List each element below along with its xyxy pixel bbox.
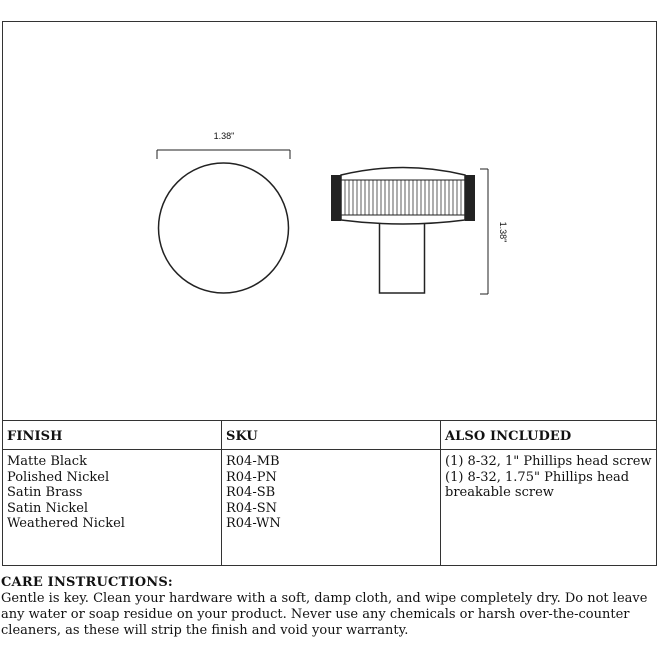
finish-item: Satin Brass [7,485,83,500]
front-width-label: 1.38" [213,131,235,141]
spec-table [3,420,656,566]
technical-drawing [3,22,658,422]
front-width-dimension [157,150,290,159]
included-item: (1) 8-32, 1.75" Phillips head [445,469,630,485]
included-item: (1) 8-32, 1" Phillips head screw [445,454,652,469]
knob-side-view [331,168,475,294]
finish-item: Satin Nickel [7,500,89,516]
finish-header: FINISH [3,421,221,450]
sku-item: R04-SB [226,485,276,500]
finish-item: Polished Nickel [7,469,110,485]
sku-item: R04-MB [226,454,280,469]
care-title: CARE INSTRUCTIONS: [1,575,173,590]
knob-front-view [159,163,289,293]
spec-sheet [2,21,657,566]
finish-item: Matte Black [7,454,87,469]
care-text: Gentle is key. Clean your hardware with a soft, damp cloth, and wipe completely dry. Do not leave any water or soap residue on your product. Never use any chemicals or harsh over-the-counter cleaners, as these will strip the finish and void your warranty. [1,591,648,638]
side-height-label: 1.38" [498,221,508,243]
sku-item: R04-WN [226,516,281,531]
sku-header: SKU [222,421,440,450]
sku-item: R04-PN [226,469,277,485]
side-height-dimension [480,169,488,294]
finish-column [3,421,221,566]
finish-item: Weathered Nickel [7,516,125,531]
care-instructions [1,575,659,639]
also-included-header: ALSO INCLUDED [441,421,656,450]
sku-column [221,421,440,566]
sku-item: R04-SN [226,500,278,516]
included-item: breakable screw [445,485,554,500]
also-included-column [440,421,656,566]
